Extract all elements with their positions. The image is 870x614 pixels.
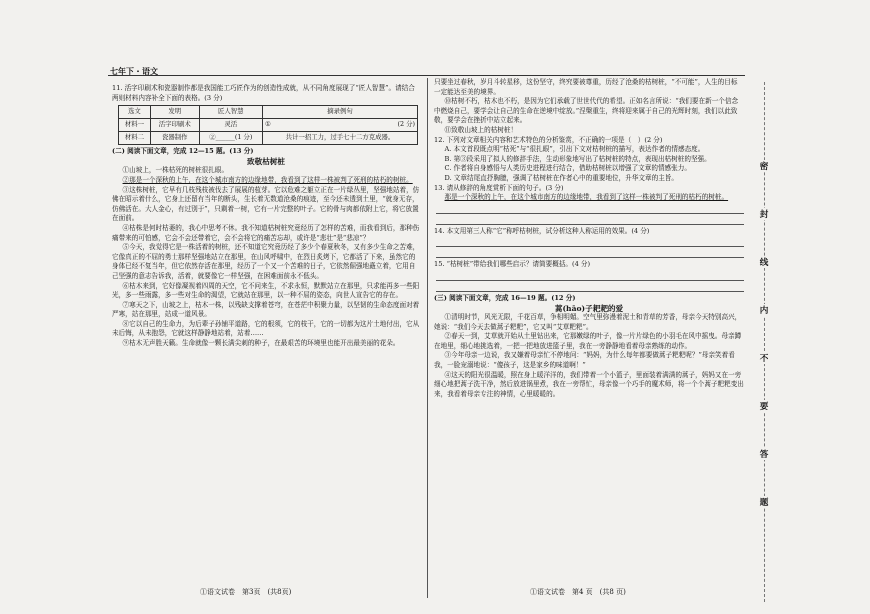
seal-char: 封 <box>756 208 772 220</box>
paragraph: ②春天一到，艾草就开始从土里钻出来，它那嫩绿的叶子，像一片片绿色的小羽毛在风中摇曳。母亲蹲在地里，细心地挑选着，一把一把地放进篮子里，我在一旁静静地看着母亲熟练的动作。 <box>434 332 742 350</box>
table-row <box>119 119 418 132</box>
paragraph: 只要坐过春秋，岁月斗转星移，这份坚守，终究要被尊重，历经了沧桑的枯树桩，“不可能”，人生的目标一定能达至美的境界。 <box>434 78 738 96</box>
table-cell: 材料一 <box>119 119 151 132</box>
seal-line <box>756 82 772 602</box>
seal-char: 答 <box>756 448 772 460</box>
paragraph: ⑤今天，我觉得它是一株活着的树桩，还不知道它究竟历经了多少个春夏秋冬，又有多少生命之苦难，它像真正的不屈的勇士那样坚强地站立在那里，在山风呼啸中，在烈日炙烤下，它都活了下来，虽然它的身体已经不复当年，但它依然存活在那里，经历了一个又一个苦难的日子，它依然倔强地矗立着，它用自己坚强的意志告诉我，活着，就要像它一样坚强，在困难面前永不低头。 <box>112 243 420 280</box>
article-title: 蒿(hāo)子耙耙的爱 <box>554 303 624 313</box>
table-header: 选文 <box>119 106 151 119</box>
q14-stem: 14. 本文用第三人称“它”称呼枯树桩，试分析这种人称运用的效果。(4 分) <box>434 226 650 235</box>
paragraph: ⑪致敬山坡上的枯树桩！ <box>444 125 518 134</box>
table-cell: 活字印刷术 <box>150 119 199 132</box>
table-header: 发明 <box>150 106 199 119</box>
table-cell: 材料二 <box>119 132 151 145</box>
article-title: 致敬枯树桩 <box>247 156 285 166</box>
seal-char: 内 <box>756 304 772 316</box>
paragraph: ③今年母亲一边说，我又嫌着母亲忙不停地问：“妈妈，为什么每年都要做蒿子粑粑呢？”母亲笑着看我，一脸宠溺地说：“傻孩子，这是家乡的味道啊！” <box>434 351 735 370</box>
answer-line[interactable] <box>436 247 744 258</box>
header-rule <box>108 75 745 76</box>
seal-char: 密 <box>756 160 772 172</box>
q11-table <box>118 105 418 145</box>
column-divider <box>427 78 428 598</box>
page-footer-right: ①语文试卷 第4 页 (共8 页) <box>530 588 626 596</box>
q15-stem: 15. “枯树桩”带给我们哪些启示？请简要概括。(4 分) <box>434 260 591 269</box>
q13-quote: 那是一个深秋的上午，在这个城市南方的边缘地带，我看到了这样一株被判了死刑的枯朽的树桩。 <box>444 193 729 202</box>
section-heading: (二) 阅读下面文章，完成 12—15 题。(13 分) <box>112 147 254 156</box>
paragraph: ⑨枯木无声胜天籁。生命就像一颗长满尖刺的种子，在最艰苦的环境里也能开出最美丽的花朵。 <box>122 339 400 348</box>
answer-line[interactable] <box>436 236 744 247</box>
seal-char: 线 <box>756 256 772 268</box>
table-cell: 瓷器制作 <box>150 132 199 145</box>
paragraph: ④枯株是何时枯萎的，我心中思考不休。我不知道枯树桩究竟经历了怎样的苦难，而我看到后，那种伤痛带来的可怕感，它会不会还带着它，会不会将它的痛苦忘却，或许是“悲壮”是“悲凉”？ <box>112 223 420 242</box>
section-heading: (三) 阅读下面文章，完成 16—19 题。(12 分) <box>434 293 576 302</box>
answer-line[interactable] <box>436 214 744 225</box>
table-header-row <box>119 106 418 119</box>
q12-stem: 12. 下列对文章相关内容和艺术特色的分析鉴赏，不正确的一项是（ ）(2 分) <box>434 135 663 144</box>
table-cell: ① <box>265 120 271 129</box>
paragraph: ⑦寒天之下，山坡之上，枯木一株，以残缺支撑着苍穹，在苍茫中积聚力量，以坚韧的生命态度面对着严寒，站在那里，站成一道风景。 <box>112 300 420 319</box>
paragraph: ⑩枯树不朽，枯木也不朽，是因为它们承载了世世代代的希望。正如名言所说：“我们要在新一个信念中燃烧自己，要学会让自己的生命在逆境中绽放。”涅槃重生，终将迎来属于自己的光辉时刻，我们以此致敬，要学会在挫折中站立起来。 <box>434 97 739 125</box>
option-b: B. 第③段采用了拟人的修辞手法，生动形象地写出了枯树桩的特点，表现出枯树桩的坚强。 <box>444 154 711 163</box>
option-d: D. 文章结尾直抒胸臆，强调了枯树桩在作者心中的重要地位，升华文章的主旨。 <box>444 173 678 182</box>
table-header: 摘录例句 <box>263 106 418 119</box>
table-cell: 共计一招工力，过手七十二方克成器。 <box>263 132 418 145</box>
paragraph: ⑧它以自己的生命力，为后辈子孙铺平道路，它的根须，它的枝干，它的一切都为这片土地付出，它从未后悔，从未抱怨，它就这样静静地站着，站着…… <box>112 319 420 338</box>
left-column <box>112 84 420 349</box>
score-note: (2 分) <box>397 120 415 129</box>
right-column <box>434 78 744 399</box>
paragraph: ②那是一个深秋的上午，在这个城市南方的边缘地带，我看到了这样一株被判了死刑的枯朽的树桩。 <box>122 175 413 184</box>
paragraph: ①清明时节，风光无限，千花百草，争相明媚。空气里弥漫着泥土和青草的芳香，母亲今天特别高兴，她说：“我们今天去做蒿子粑粑”，它又叫“艾草粑粑”。 <box>434 313 742 331</box>
answer-cell[interactable]: ②______(1 分) <box>199 132 262 145</box>
answer-cell[interactable] <box>263 119 418 132</box>
paragraph: ①山坡上，一株枯死的树桩很扎眼。 <box>122 166 229 175</box>
table-row <box>119 132 418 145</box>
table-header: 匠人智慧 <box>199 106 262 119</box>
seal-char: 不 <box>756 352 772 364</box>
answer-line[interactable] <box>436 281 744 292</box>
seal-char: 题 <box>756 496 772 508</box>
paragraph: ⑥枯木来到，它好像凝视着四周的天空，它不问来生，不求永恒，默默站立在那里，只求能再多一些阳光，多一些雨露，多一些对生命的渴望，它就站在那里，以一种不屈的姿态，向世人宣告它的存在。 <box>112 281 420 300</box>
paragraph: ③这株树桩，它早有几枝残枝被伐去了展展的苞芽。它以危难之躯立正在一片绿丛里，坚强地站着，仿佛在昭示着什么，它身上还留有当年的断头，生长着无数道沧桑的痕迹，至今还未透到土里，“就身无存，仿佛活在。大人金心，有过别于”，只剩着一树，它有一片完整的叶子。它的骨与肉都依附上它，将它放置在面前。 <box>112 185 420 223</box>
option-a: A. 本文首段既点明“枯死”与“很扎眼”，引出下文对枯树桩的描写，表达作者的情感态度。 <box>444 145 705 154</box>
answer-line[interactable] <box>436 203 744 214</box>
page-footer-left: ①语文试卷 第3页 (共8页) <box>200 588 292 596</box>
page-header: 七年下・语文 <box>110 66 158 76</box>
table-cell: 灵活 <box>199 119 262 132</box>
q13-stem: 13. 请从修辞的角度赏析下面的句子。(3 分) <box>434 183 564 192</box>
option-c: C. 作者将自身感悟与人类历史进程进行结合，借助枯树桩以增强了文章的情感张力。 <box>444 164 691 173</box>
answer-line[interactable] <box>436 270 744 281</box>
seal-char: 要 <box>756 400 772 412</box>
paragraph: ④这天的阳光很温暖，照在身上暖洋洋的，我们带着一个小篮子，里面装着满满的蒿子，妈妈又在一旁细心地把蒿子洗干净，然后放进锅里煮，我在一旁帮忙，母亲像一个巧手的魔术师，将一个个蒿子粑粑变出来，我看着母亲专注的神情，心里暖暖的。 <box>434 370 744 398</box>
q11-stem: 11. 活字印刷术和瓷器制作都是我国能工巧匠作为的创造性成就，从不同角度展现了“匠人智慧”。请结合两则材料内容补全下面的表格。(3 分) <box>112 84 415 102</box>
